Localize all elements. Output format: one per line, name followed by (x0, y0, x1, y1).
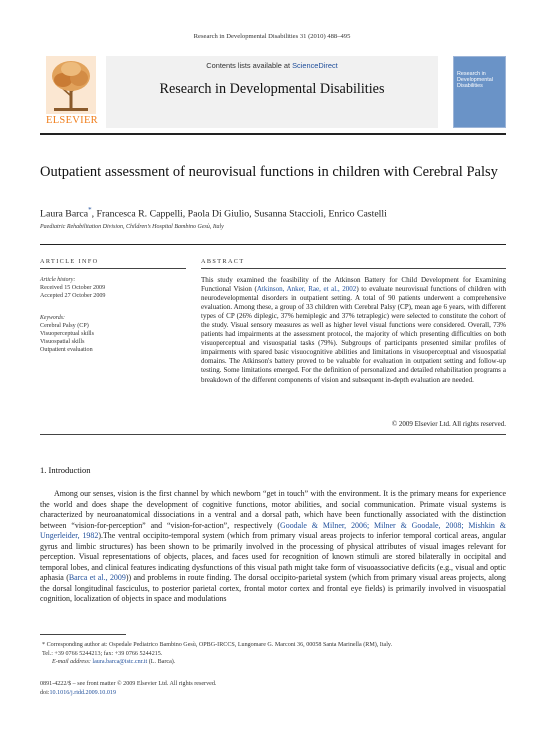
article-info-rule (40, 268, 186, 269)
intro-citation-link[interactable]: Barca et al., 2009 (68, 573, 126, 583)
email-label: E-mail address: (52, 659, 91, 666)
abstract-part: ) to evaluate neurovisual functions of children with neurodevelopmental disorders in outpatient setting. A total of 90 patients underwent a comprehensive evaluation. Among these, a group of 33 children with Cerebral Palsy (CP), mean age 6 years, with different types of CP (26% diplegic, 37% hemiplegic and 37% tetraplegic) were selected to constitute the cohort of the study. Visual sensory measures as well as higher level visual functions were considered. Overall, 73% patients had impairments at the assessment protocol, the majority of which presenting difficulties on both visuoperceptual and visuospatial tasks (79%). Subgroups of participants presented similar profiles of impairments with spared basic visuocognitive abilities and limitations in visuoperceptual and visuospatial domains. The Atkinson's battery proved to be valuable for evaluation in outpatient setting and follow-up testing. Some limitations emerged. For the definition of personalized and detailed rehabilitation programs a breakdown of the different components of vision and subsequent in-depth evaluation are needed. (201, 285, 506, 384)
corresponding-author-mark[interactable]: * (88, 206, 92, 214)
doi-link[interactable]: 10.1016/j.ridd.2009.10.019 (49, 689, 117, 696)
footnote-corresponding: * Corresponding author at: Ospedale Pediatrico Bambino Gesù, OPBG-IRCCS, Lungomare G. Marconi 36, 00058 Santa Marinella (RM), Italy. (42, 642, 393, 648)
intro-text: Among our senses, vision is the first channel by which newborn “get in touch” with the environment. It is the primary means for experience the world and does shape the development of cognitive functions, motor abilities, and social communication. Primate visual systems is characterized by neuroanatomical dissociations in a ventral and a dorsal path, which have been functionally associated with the distinction between “vision-for-perception” and “vision-for-action”, respectively ( (40, 489, 506, 530)
history-label: Article history: (40, 277, 76, 283)
footnote (42, 641, 506, 667)
keyword-item: Visuoperceptual skills (40, 331, 94, 337)
copyright-notice: © 2009 Elsevier Ltd. All rights reserved. (391, 420, 506, 428)
journal-title: Research in Developmental Disabilities (159, 81, 385, 97)
sciencedirect-link[interactable]: ScienceDirect (292, 61, 338, 70)
keyword-item: Outpatient evaluation (40, 347, 93, 353)
introduction-paragraph (40, 489, 506, 605)
first-author: Laura Barca (40, 208, 89, 220)
intro-text: )) and problems in route finding. The dorsal occipito-parietal system (which from primary visual areas projects, along the dorsal longitudinal fasciculus, to posterior parietal cortex, frontal motor cortex and frontal eye fields) is primarily involved in visuospatial cognition, localization of objects in space and modulations (40, 573, 506, 604)
journal-cover (453, 56, 506, 128)
article-title: Outpatient assessment of neurovisual functions in children with Cerebral Palsy (40, 164, 498, 180)
affiliation: Paediatric Rehabilitation Division, Children’s Hospital Bambino Gesù, Italy (40, 224, 224, 230)
other-authors: , Francesca R. Cappelli, Paola Di Giulio, Susanna Staccioli, Enrico Castelli (91, 208, 387, 220)
abstract-text (201, 276, 506, 385)
front-matter (40, 680, 506, 697)
keyword-item: Cerebral Palsy (CP) (40, 323, 89, 329)
elsevier-tree-icon (46, 56, 96, 114)
abstract-part: This study examined the feasibility of the Atkinson Battery for Child Development for Examining Functional Vision ( (201, 276, 506, 294)
elsevier-logo (40, 56, 102, 128)
issn-line: 0891-4222/$ – see front matter © 2009 Elsevier Ltd. All rights reserved. (40, 681, 217, 687)
doi-line (40, 689, 506, 698)
abstract-heading: ABSTRACT (201, 258, 245, 265)
header-divider (40, 133, 506, 135)
article-info-heading: ARTICLE INFO (40, 258, 99, 265)
keyword-item: Visuospatial skills (40, 339, 85, 345)
intro-text: ).The ventral occipito-temporal system (which from primary visual areas projects to inferior temporal cortical areas, angular gyrus and limbic structures) has been shown to be primarily involved in the processing of physical attributes of visual images relevant for perception. Visual representations of objects, places, and faces used for recognition of known stimuli are stored bilaterally in occipital and temporal lobes, and clinical features indicating dysfunctions of this visual path might take form of visuoassociative deficits (e.g., visual and optic aphasia ( (40, 531, 506, 583)
author-list (40, 206, 506, 219)
journal-citation: Research in Developmental Disabilities 31 (2010) 488–495 (193, 33, 351, 40)
accepted-date: Accepted 27 October 2009 (40, 293, 106, 299)
abstract-citation-link[interactable]: Atkinson, Anker, Rae, et al., 2002 (256, 285, 357, 294)
abstract-rule (201, 268, 506, 269)
footnote-phone: Tel.: +39 0766 5244213; fax: +39 0766 5244215. (42, 650, 163, 657)
cover-title: Research in Developmental Disabilities (457, 71, 493, 89)
footnote-email-line (42, 658, 506, 667)
received-date: Received 15 October 2009 (40, 285, 106, 291)
doi-prefix: doi: (40, 689, 50, 696)
introduction-heading: 1. Introduction (40, 465, 91, 475)
email-link[interactable]: laura.barca@istc.cnr.it (92, 659, 148, 666)
title-divider (40, 244, 506, 245)
contents-prefix: Contents lists available at (206, 61, 293, 70)
email-suffix: (L. Barca). (147, 659, 176, 666)
abstract-bottom-rule (40, 434, 506, 435)
contents-line (106, 61, 438, 70)
intro-citation-link[interactable]: Goodale & Milner, 2006; Milner & Goodale, 2008; Mishkin & Ungerleider, 1982 (40, 520, 506, 541)
publisher-name: ELSEVIER (46, 115, 98, 126)
footnote-rule (40, 634, 126, 635)
keywords-label: Keywords: (40, 315, 65, 321)
